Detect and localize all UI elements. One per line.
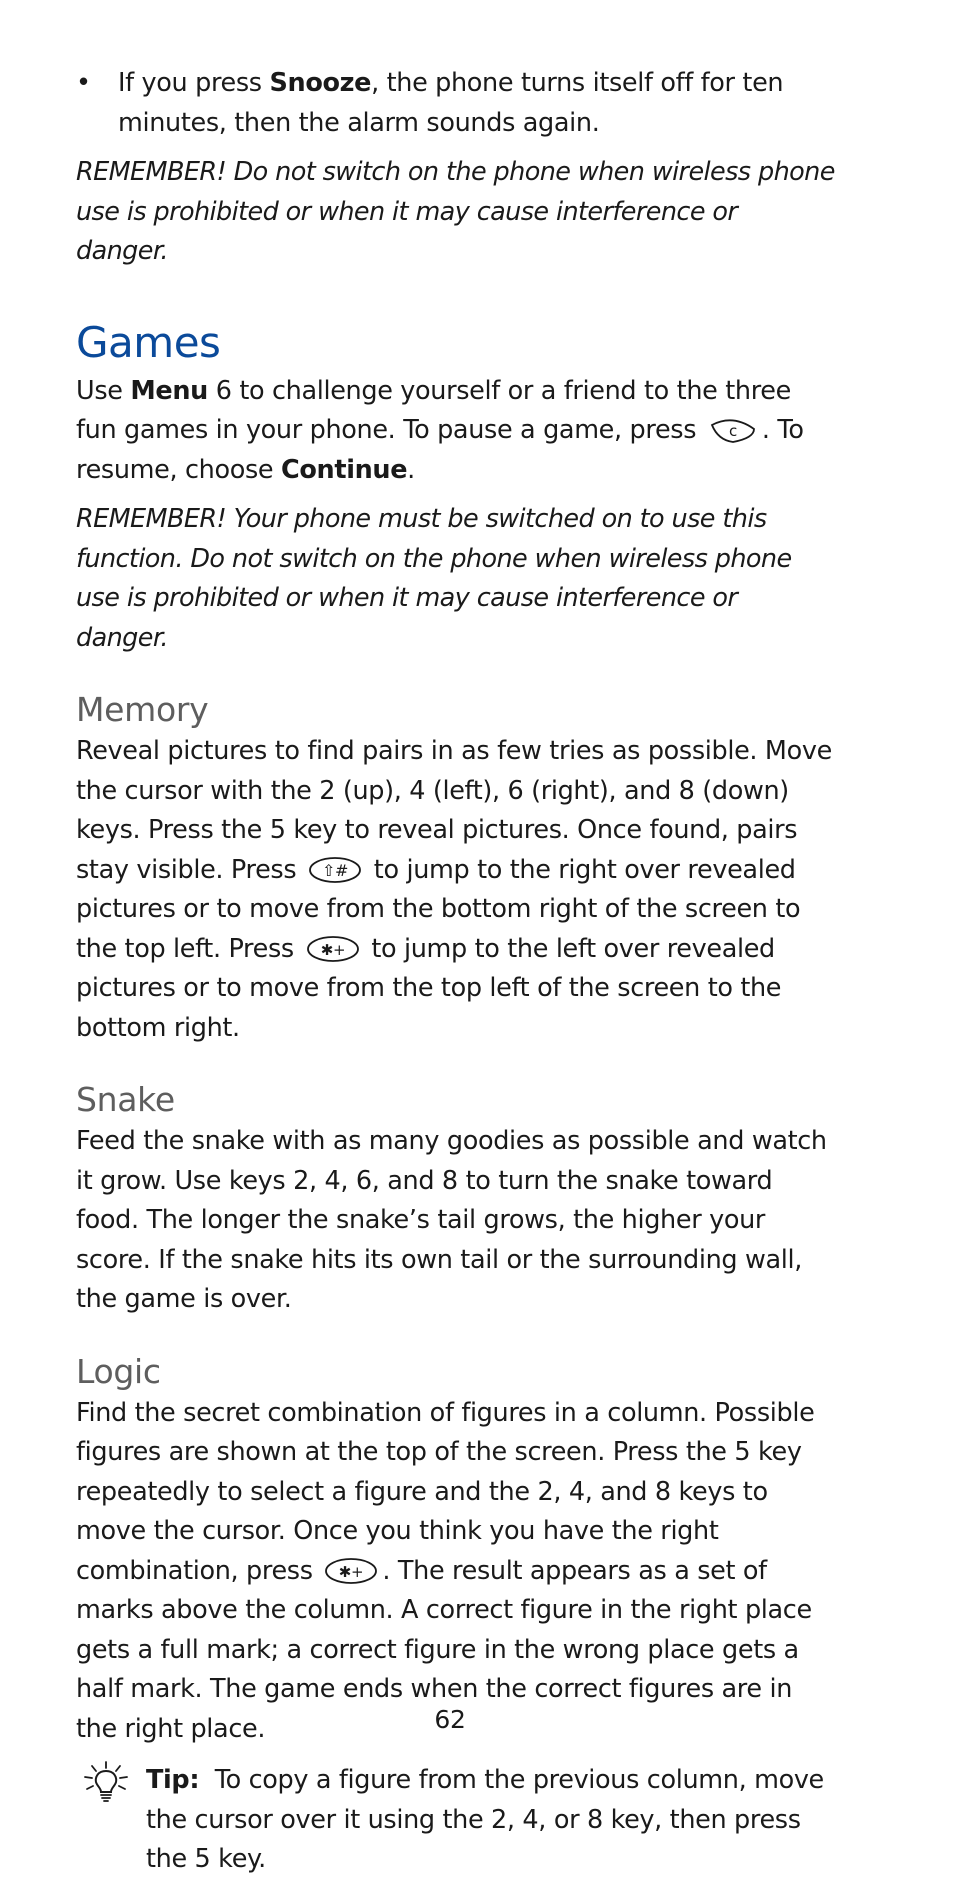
games-intro-text-4: . — [407, 454, 415, 485]
games-intro-text-1: Use — [76, 375, 131, 406]
games-intro-text-3: . To resume, choose — [76, 415, 804, 485]
star-key-icon — [306, 935, 360, 963]
star-key-glyph: ✱+ — [339, 1562, 364, 1581]
games-intro — [76, 372, 836, 491]
logic-text-1: Find the secret combination of figures in a column. Possible figures are shown at the top of the screen. Press the 5 key repeatedly to select a figure and the 2, 4, and 8 keys to move the cursor. Once you think you have the right combination, press — [76, 1397, 815, 1586]
games-remember-note: REMEMBER! Your phone must be switched on to use this function. Do not switch on the phone when wireless phone use is prohibited or when it may cause interference or danger. — [76, 504, 792, 653]
alarm-remember-note: REMEMBER! Do not switch on the phone when wireless phone use is prohibited or when it may cause interference or danger. — [76, 157, 835, 266]
memory-body — [76, 732, 836, 1048]
logic-body — [76, 1394, 836, 1750]
memory-text-1: Reveal pictures to find pairs in as few tries as possible. Move the cursor with the 2 (up), 4 (left), 6 (right), and 8 (down) keys. Press the 5 key to reveal pictures. Once found, pairs stay visible. Press — [76, 736, 832, 885]
bullet-dot: • — [76, 68, 91, 98]
memory-heading: Memory — [76, 690, 209, 729]
hash-key-icon — [308, 856, 362, 884]
star-key-icon — [324, 1557, 378, 1585]
page-number: 62 — [434, 1705, 466, 1734]
clear-key-icon — [708, 416, 758, 444]
snooze-term: Snooze — [269, 68, 372, 98]
logic-text-2: . The result appears as a set of marks above the column. A correct figure in the right place gets a full mark; a correct figure in the wrong place gets a half mark. The game ends when the correct figures are in the right place. — [76, 1555, 812, 1744]
memory-text-2: to jump to the right over revealed pictures or to move from the bottom right of the screen to the top left. Press — [76, 854, 801, 964]
snooze-text-post: , the phone turns itself off for ten minutes, then the alarm sounds again. — [118, 68, 784, 138]
tip-note — [76, 1761, 836, 1880]
snooze-text-pre: If you press — [118, 68, 270, 98]
snake-heading: Snake — [76, 1080, 175, 1119]
logic-heading: Logic — [76, 1351, 161, 1391]
manual-page — [76, 64, 836, 1880]
memory-text-3: to jump to the left over revealed pictures or to move from the top left of the screen to the bottom right. — [76, 933, 782, 1043]
snooze-bullet-item — [76, 64, 836, 143]
menu-term: Menu — [130, 375, 208, 406]
continue-term: Continue — [281, 454, 408, 485]
games-heading: Games — [76, 317, 221, 367]
tip-text: To copy a figure from the previous column, move the cursor over it using the 2, 4, or 8 key, then press the 5 key. — [146, 1765, 824, 1874]
tip-label: Tip: — [146, 1765, 200, 1795]
star-key-glyph: ✱+ — [320, 940, 345, 959]
games-intro-text-2: 6 to challenge yourself or a friend to the three fun games in your phone. To pause a game, press — [76, 375, 791, 445]
snake-body: Feed the snake with as many goodies as possible and watch it grow. Use keys 2, 4, 6, and 8 to turn the snake toward food. The longer the snake’s tail grows, the higher your score. If the snake hits its own tail or the surrounding wall, the game is over. — [76, 1126, 827, 1314]
hash-key-glyph: ⇧# — [321, 860, 349, 880]
lightbulb-icon — [82, 1761, 130, 1816]
clear-key-glyph: c — [728, 422, 737, 440]
